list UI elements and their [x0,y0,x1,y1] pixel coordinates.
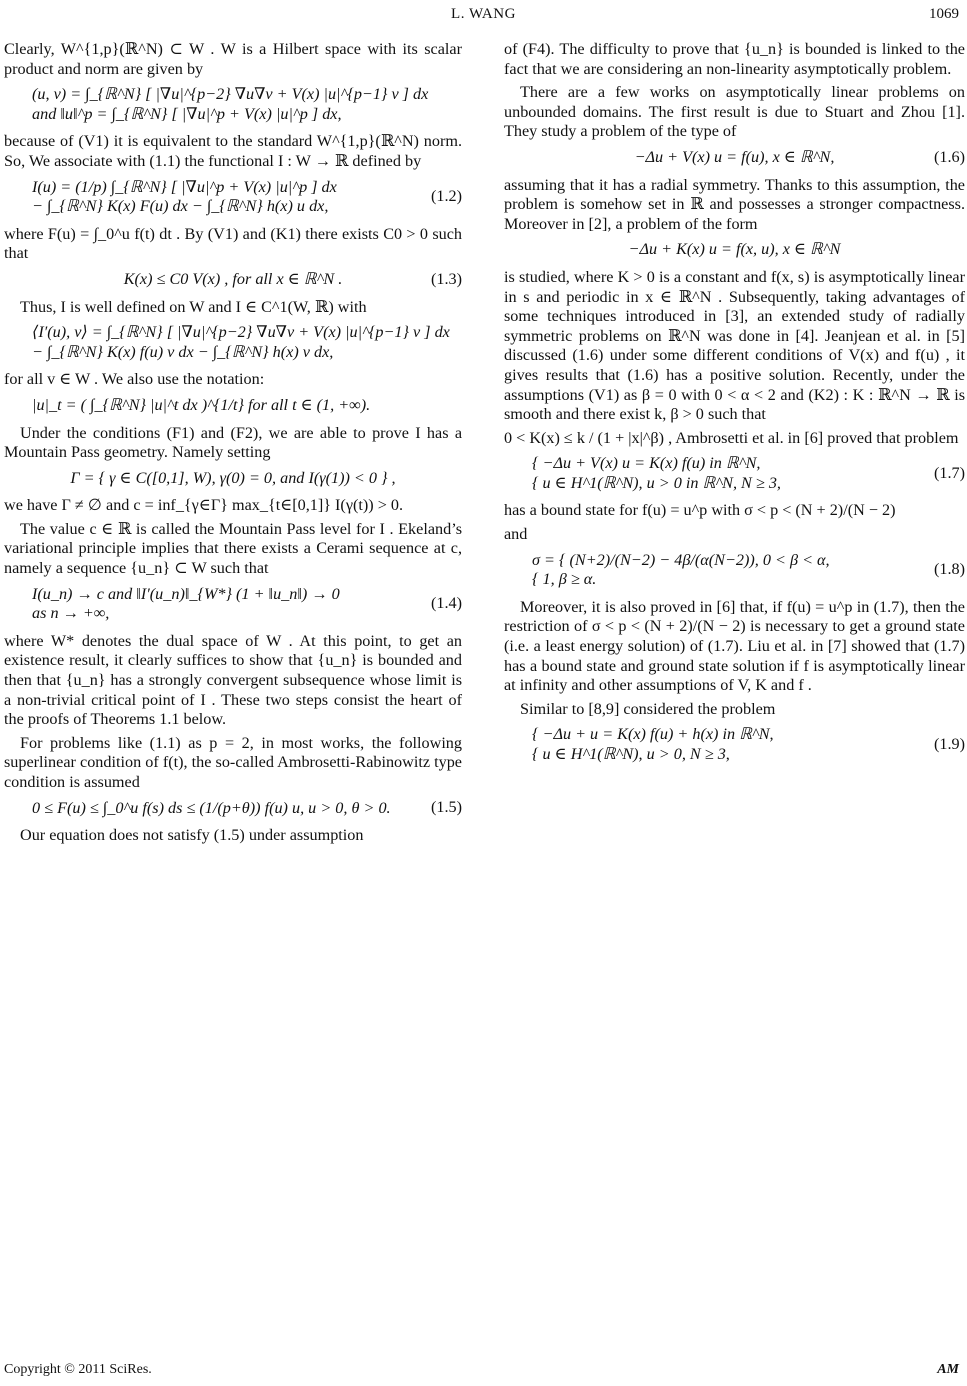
paragraph: Clearly, W^{1,p}(ℝ^N) ⊂ W . W is a Hilbert space with its scalar product and norm are given by [4,40,462,78]
equation [4,178,462,217]
paragraph: for all v ∈ W . We also use the notation: [4,370,265,389]
equation [4,85,462,124]
equation-number: (1.8) [933,560,965,579]
paragraph: 0 < K(x) ≤ k / (1 + |x|^β) , Ambrosetti et al. in [6] proved that problem [504,428,959,447]
equation-line: K(x) ≤ C0 V(x) , for all x ∈ ℝ^N . [123,269,343,288]
paragraph: and [504,525,528,544]
equation-line: { 1, β ≥ α. [532,570,597,589]
paragraph: where F(u) = ∫_0^u f(t) dt . By (V1) and (K1) there exists C0 > 0 such that [4,224,462,263]
paragraph: has a bound state for f(u) = u^p with σ < p < (N + 2)/(N − 2) [504,501,896,520]
equation-line: − ∫_{ℝ^N} K(x) F(u) dx − ∫_{ℝ^N} h(x) u dx, [32,197,329,216]
equation-line: σ = { (N+2)/(N−2) − 4β/(α(N−2)), 0 < β < α, [532,550,830,569]
equation-line: { u ∈ H^1(ℝ^N), u > 0 in ℝ^N, N ≥ 3, [532,473,781,492]
paragraph: For problems like (1.1) as p = 2, in most works, the following superlinear condition of f(t), the so-called Ambrosetti-Rabinowitz type condition is assumed [4,733,462,791]
paragraph: is studied, where K > 0 is a constant and f(x, s) is asymptotically linear in s and periodic in x ∈ ℝ^N . Subsequently, taking advantages of some techniques introduced in [3], an extended study of radially symmetric problems on ℝ^N was done in [4]. Jeanjean et al. in [5] discussed (1.6) under some different conditions of V(x) and f(u) , it gives results that (1.6) has a positive solution. Recently, under the assumptions (V1) as β = 0 with 0 < α < 2 and (K2) : K : ℝ^N → ℝ is smooth and there exist k, β > 0 such that [504,267,965,424]
journal-abbrev: AM [937,1362,959,1377]
equation [4,799,462,819]
equation-number: (1.7) [933,464,965,483]
equation [4,585,462,624]
paragraph: we have Γ ≠ ∅ and c = inf_{γ∈Γ} max_{t∈[0,1]} I(γ(t)) > 0. [4,496,404,515]
paragraph: Moreover, it is also proved in [6] that, if f(u) = u^p in (1.7), then the restriction of σ < p < (N + 2)/(N − 2) is necessary to get a ground state (i.e. a least energy solution) of (1.7). Liu et al. in [7] showed that (1.7) has a bound state and ground state solution if f is asymptotically linear at infinity and other assumptions of V, K and f . [504,597,965,695]
paragraph: Similar to [8,9] considered the problem [520,699,776,718]
equation-number: (1.2) [430,187,462,206]
equation-line: Γ = { γ ∈ C([0,1], W), γ(0) = 0, and I(γ(1)) < 0 } , [70,468,396,487]
copyright-notice: Copyright © 2011 SciRes. [4,1362,152,1377]
equation [504,240,965,260]
paragraph: assuming that it has a radial symmetry. Thanks to this assumption, the problem is somehow set in ℝ and possesses a stronger compactness. Moreover in [2], a problem of the form [504,175,965,233]
paragraph: The value c ∈ ℝ is called the Mountain Pass level for I . Ekeland’s variational principle implies that there exists a Cerami sequence at c, namely a sequence {u_n} ⊂ W such that [4,519,462,578]
equation-line: as n → +∞, [32,604,110,623]
equation-line: I(u) = (1/p) ∫_{ℝ^N} [ |∇u|^p + V(x) |u|^p ] dx [32,177,337,196]
equation [4,323,462,362]
equation [504,725,965,764]
equation-line: (u, v) = ∫_{ℝ^N} [ |∇u|^{p−2} ∇u∇v + V(x) |u|^{p−1} v ] dx [32,85,429,104]
equation-number: (1.6) [933,147,965,166]
equation-number: (1.5) [430,798,462,817]
running-head-author: L. WANG [451,6,516,22]
equation-line: |u|_t = ( ∫_{ℝ^N} |u|^t dx )^{1/t} for all t ∈ (1, +∞). [32,395,371,414]
equation-line: − ∫_{ℝ^N} K(x) f(u) v dx − ∫_{ℝ^N} h(x) v dx, [32,342,334,361]
page-header [0,4,967,30]
equation [504,454,965,493]
equation-line: { u ∈ H^1(ℝ^N), u > 0, N ≥ 3, [532,745,730,763]
equation-line: { −Δu + V(x) u = K(x) f(u) in ℝ^N, [532,454,761,473]
equation [4,396,462,416]
paragraph: Under the conditions (F1) and (F2), we are able to prove I has a Mountain Pass geometry. Namely setting [4,423,462,462]
equation-line: −Δu + V(x) u = f(u), x ∈ ℝ^N, [634,147,835,166]
equation-line: { −Δu + u = K(x) f(u) + h(x) in ℝ^N, [532,725,774,744]
equation [4,469,462,489]
equation-number: (1.3) [430,269,462,288]
equation-line: −Δu + K(x) u = f(x, u), x ∈ ℝ^N [628,240,841,259]
left-column [4,40,462,850]
equation-number: (1.4) [430,594,462,613]
equation-line: I(u_n) → c and ‖I′(u_n)‖_{W*} (1 + ‖u_n‖) → 0 [32,584,340,603]
equation-number: (1.9) [933,735,965,754]
paragraph: where W* denotes the dual space of W . At this point, to get an existence result, it clearly suffices to show that {u_n} is bounded and then that {u_n} has a strongly convergent subsequence whose limit is a non-trivial critical point of I . These two steps consist the heart of the proofs of Theorems 1.1 below. [4,631,462,729]
equation-line: ⟨I′(u), v⟩ = ∫_{ℝ^N} [ |∇u|^{p−2} ∇u∇v + V(x) |u|^{p−1} v ] dx [32,323,450,342]
equation-line: 0 ≤ F(u) ≤ ∫_0^u f(s) ds ≤ (1/(p+θ)) f(u) u, u > 0, θ > 0. [32,798,391,817]
equation [504,551,965,590]
equation [504,148,965,168]
equation-line: and ‖u‖^p = ∫_{ℝ^N} [ |∇u|^p + V(x) |u|^p ] dx, [32,104,342,123]
equation [4,270,462,290]
paragraph: Our equation does not satisfy (1.5) under assumption [20,826,364,845]
paragraph: There are a few works on asymptotically linear problems on unbounded domains. The first result is due to Stuart and Zhou [1]. They study a problem of the type of [504,83,965,141]
page-number: 1069 [929,6,959,22]
paragraph: of (F4). The difficulty to prove that {u_n} is bounded is linked to the fact that we are considering an non-linearity asymptotically problem. [504,40,965,78]
right-column [504,40,965,773]
paragraph: because of (V1) it is equivalent to the standard W^{1,p}(ℝ^N) norm. So, We associate with (1.1) the functional I : W → ℝ defined by [4,132,462,170]
paragraph: Thus, I is well defined on W and I ∈ C^1(W, ℝ) with [20,297,367,316]
